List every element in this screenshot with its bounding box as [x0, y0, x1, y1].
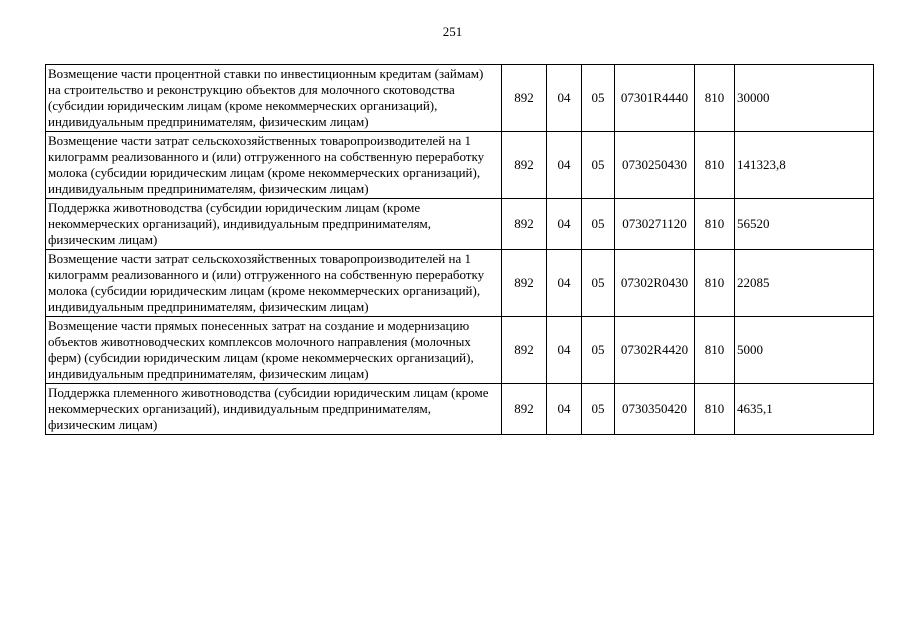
- row-description: Поддержка животноводства (субсидии юридическим лицам (кроме некоммерческих организаций), индивидуальным предпринимателям, физическим лицам): [46, 199, 502, 250]
- table-row: [46, 317, 874, 384]
- table-row: [46, 65, 874, 132]
- section-code: 04: [547, 384, 582, 435]
- expense-type-code: 810: [695, 199, 735, 250]
- table-row: [46, 384, 874, 435]
- section-code: 04: [547, 250, 582, 317]
- amount-value: 30000: [735, 65, 874, 132]
- section-code: 04: [547, 132, 582, 199]
- target-article-code: 0730250430: [615, 132, 695, 199]
- amount-value: 4635,1: [735, 384, 874, 435]
- page-number: 251: [442, 24, 463, 39]
- table-row: [46, 199, 874, 250]
- table-row: [46, 250, 874, 317]
- row-description: Возмещение части затрат сельскохозяйственных товаропроизводителей на 1 килограмм реализованного и (или) отгруженного на собственную переработку молока (субсидии юридическим лицам (кроме некоммерческих организаций), индивидуальным предпринимателям, физическим лицам): [46, 132, 502, 199]
- amount-value: 5000: [735, 317, 874, 384]
- row-description: Возмещение части затрат сельскохозяйственных товаропроизводителей на 1 килограмм реализованного и (или) отгруженного на собственную переработку молока (субсидии юридическим лицам (кроме некоммерческих организаций), индивидуальным предпринимателям, физическим лицам): [46, 250, 502, 317]
- amount-value: 141323,8: [735, 132, 874, 199]
- subsection-code: 05: [582, 317, 615, 384]
- ministry-code: 892: [502, 65, 547, 132]
- subsection-code: 05: [582, 65, 615, 132]
- subsection-code: 05: [582, 199, 615, 250]
- ministry-code: 892: [502, 132, 547, 199]
- subsection-code: 05: [582, 132, 615, 199]
- expense-type-code: 810: [695, 250, 735, 317]
- target-article-code: 07302R4420: [615, 317, 695, 384]
- subsection-code: 05: [582, 384, 615, 435]
- subsection-code: 05: [582, 250, 615, 317]
- expense-type-code: 810: [695, 384, 735, 435]
- ministry-code: 892: [502, 384, 547, 435]
- section-code: 04: [547, 65, 582, 132]
- target-article-code: 07302R0430: [615, 250, 695, 317]
- budget-table: [45, 64, 874, 435]
- target-article-code: 07301R4440: [615, 65, 695, 132]
- row-description: Возмещение части прямых понесенных затрат на создание и модернизацию объектов животноводческих комплексов молочного направления (молочных ферм) (субсидии юридическим лицам (кроме некоммерческих организаций), индивидуальным предпринимателям, физическим лицам): [46, 317, 502, 384]
- row-description: Поддержка племенного животноводства (субсидии юридическим лицам (кроме некоммерческих организаций), индивидуальным предпринимателям, физическим лицам): [46, 384, 502, 435]
- section-code: 04: [547, 199, 582, 250]
- table-row: [46, 132, 874, 199]
- row-description: Возмещение части процентной ставки по инвестиционным кредитам (займам) на строительство и реконструкцию объектов для молочного скотоводства (субсидии юридическим лицам (кроме некоммерческих организаций), индивидуальным предпринимателям, физическим лицам): [46, 65, 502, 132]
- expense-type-code: 810: [695, 132, 735, 199]
- section-code: 04: [547, 317, 582, 384]
- ministry-code: 892: [502, 317, 547, 384]
- ministry-code: 892: [502, 199, 547, 250]
- amount-value: 56520: [735, 199, 874, 250]
- target-article-code: 0730350420: [615, 384, 695, 435]
- target-article-code: 0730271120: [615, 199, 695, 250]
- amount-value: 22085: [735, 250, 874, 317]
- ministry-code: 892: [502, 250, 547, 317]
- expense-type-code: 810: [695, 65, 735, 132]
- expense-type-code: 810: [695, 317, 735, 384]
